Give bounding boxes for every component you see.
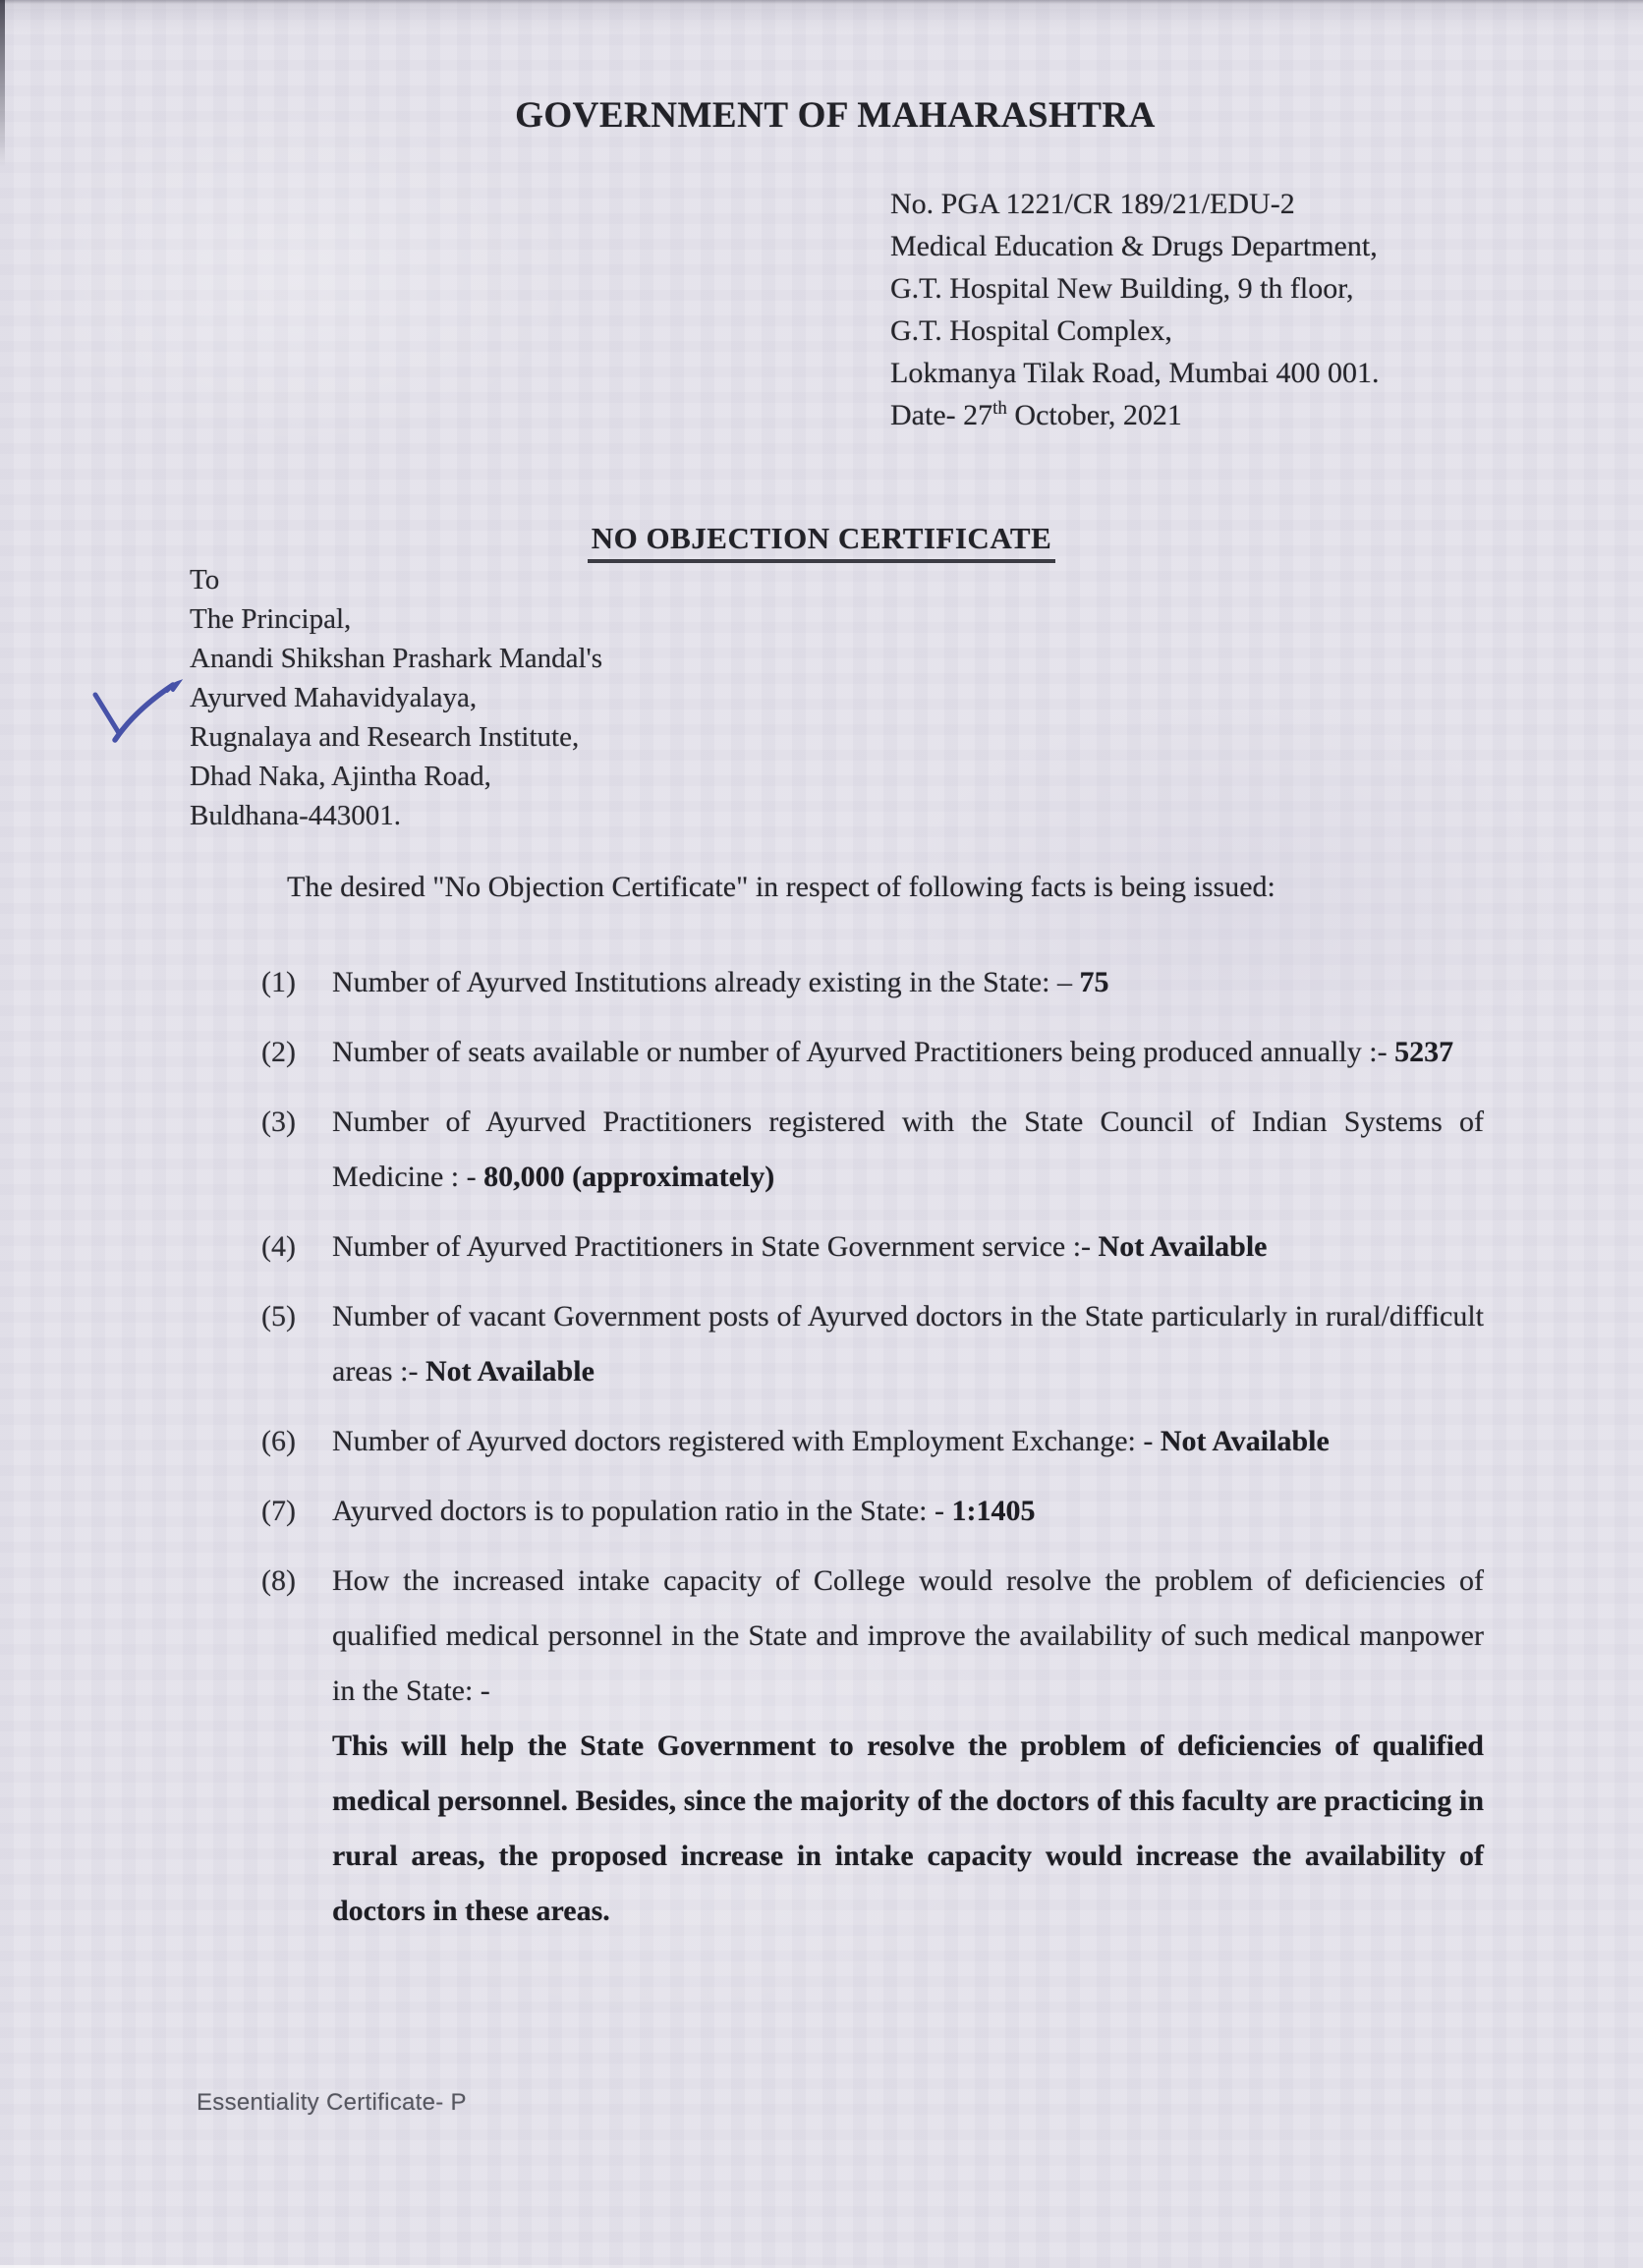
date-ordinal-suffix: th bbox=[992, 398, 1007, 419]
certificate-title: NO OBJECTION CERTIFICATE bbox=[588, 521, 1056, 563]
recipient-line: Rugnalaya and Research Institute, bbox=[190, 721, 580, 753]
item-text bbox=[332, 1219, 1484, 1275]
item-text-normal: Number of Ayurved Practitioners registered with the State Council of Indian Systems of Medicine : - bbox=[332, 1106, 1484, 1193]
item-text-normal: Number of Ayurved doctors registered with Employment Exchange: - bbox=[332, 1425, 1161, 1457]
item-number: (1) bbox=[261, 966, 296, 998]
date-suffix: October, 2021 bbox=[1006, 399, 1182, 431]
document-header-title: GOVERNMENT OF MAHARASHTRA bbox=[515, 95, 1156, 136]
fact-item-6 bbox=[261, 1414, 1484, 1469]
item-value-bold: Not Available bbox=[425, 1355, 595, 1388]
fact-item-4 bbox=[261, 1219, 1484, 1275]
item-value-bold: Not Available bbox=[1160, 1425, 1330, 1457]
fact-item-2 bbox=[261, 1025, 1484, 1080]
item-text bbox=[332, 1414, 1484, 1469]
item-value-bold: 5237 bbox=[1394, 1036, 1454, 1068]
item-value-bold: 75 bbox=[1079, 966, 1109, 998]
item-number: (3) bbox=[261, 1106, 296, 1138]
footer-note: Essentiality Certificate- P bbox=[197, 2089, 467, 2116]
address-line-3: Lokmanya Tilak Road, Mumbai 400 001. bbox=[890, 357, 1380, 389]
intro-sentence: The desired "No Objection Certificate" in respect of following facts is being issued: bbox=[287, 871, 1275, 903]
scan-edge-left bbox=[0, 0, 5, 167]
item-answer-bold-paragraph: This will help the State Government to resolve the problem of deficiencies of qualified medical personnel. Besides, since the majority of the doctors of this faculty are practicing in rural areas, the proposed increase in intake capacity would increase the availability of doctors in these areas. bbox=[332, 1729, 1484, 1927]
fact-item-3 bbox=[261, 1095, 1484, 1205]
item-text-normal: Ayurved doctors is to population ratio in the State: - bbox=[332, 1495, 952, 1527]
item-number: (5) bbox=[261, 1300, 296, 1332]
item-text-normal: How the increased intake capacity of College would resolve the problem of deficiencies of qualified medical personnel in the State and improve the availability of such medical manpower in the State: - bbox=[332, 1564, 1484, 1707]
address-line-1: G.T. Hospital New Building, 9 th floor, bbox=[890, 272, 1354, 305]
date-line bbox=[890, 394, 1380, 436]
item-number: (8) bbox=[261, 1564, 296, 1597]
certificate-title-row bbox=[0, 521, 1643, 563]
item-text-normal: Number of Ayurved Practitioners in State Government service :- bbox=[332, 1230, 1099, 1263]
date-prefix: Date- 27 bbox=[890, 399, 993, 431]
item-text bbox=[332, 1289, 1484, 1399]
recipient-salutation: To bbox=[190, 564, 220, 595]
recipient-line: Ayurved Mahavidyalaya, bbox=[190, 682, 478, 713]
item-value-bold: 1:1405 bbox=[951, 1495, 1036, 1527]
recipient-line: Dhad Naka, Ajintha Road, bbox=[190, 761, 491, 792]
item-value-bold: Not Available bbox=[1098, 1230, 1268, 1263]
recipient-line: Buldhana-443001. bbox=[190, 800, 402, 831]
item-number: (4) bbox=[261, 1230, 296, 1263]
item-text-normal: Number of vacant Government posts of Ayurved doctors in the State particularly in rural/difficult areas :- bbox=[332, 1300, 1484, 1388]
fact-item-8 bbox=[261, 1554, 1484, 1939]
recipient-line: Anandi Shikshan Prashark Mandal's bbox=[190, 643, 603, 674]
fact-item-5 bbox=[261, 1289, 1484, 1399]
recipient-line: The Principal, bbox=[190, 603, 352, 635]
facts-list bbox=[261, 955, 1484, 1954]
item-value-bold: 80,000 (approximately) bbox=[483, 1161, 775, 1193]
item-number: (7) bbox=[261, 1495, 296, 1527]
item-number: (2) bbox=[261, 1036, 296, 1068]
item-text-normal: Number of Ayurved Institutions already existing in the State: – bbox=[332, 966, 1080, 998]
checkmark-pen-icon bbox=[85, 674, 189, 755]
item-text-normal: Number of seats available or number of Ayurved Practitioners being produced annually :- bbox=[332, 1036, 1395, 1068]
item-text bbox=[332, 1554, 1484, 1939]
reference-address-block bbox=[890, 183, 1380, 436]
item-text bbox=[332, 1025, 1484, 1080]
scan-edge-top bbox=[0, 0, 1643, 33]
item-text bbox=[332, 1484, 1484, 1539]
item-number: (6) bbox=[261, 1425, 296, 1457]
item-text bbox=[332, 955, 1484, 1010]
address-line-2: G.T. Hospital Complex, bbox=[890, 314, 1172, 347]
fact-item-7 bbox=[261, 1484, 1484, 1539]
department-name: Medical Education & Drugs Department, bbox=[890, 230, 1378, 262]
recipient-block bbox=[190, 560, 602, 835]
reference-number: No. PGA 1221/CR 189/21/EDU-2 bbox=[890, 188, 1295, 220]
item-text bbox=[332, 1095, 1484, 1205]
fact-item-1 bbox=[261, 955, 1484, 1010]
